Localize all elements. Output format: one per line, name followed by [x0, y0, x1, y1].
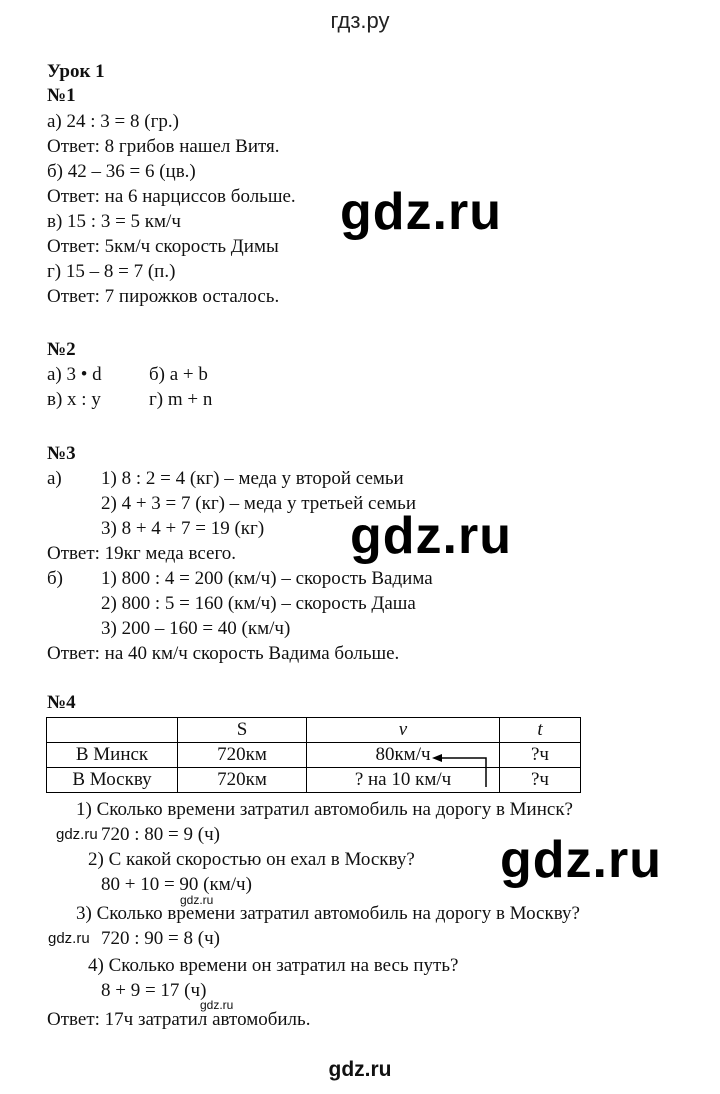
task4-solution: 8 + 9 = 17 (ч) — [101, 980, 207, 1001]
task2-item-b: б) a + b — [149, 364, 208, 385]
footer-watermark: gdz.ru — [328, 1058, 392, 1081]
watermark-large: gdz.ru — [350, 507, 512, 565]
table-cell: ?ч — [500, 743, 581, 768]
task3-part-a-label: а) — [47, 468, 62, 489]
task1-line: в) 15 : 3 = 5 км/ч — [47, 211, 181, 232]
task3-step: 1) 8 : 2 = 4 (кг) – меда у второй семьи — [101, 468, 404, 489]
task3-step: 2) 800 : 5 = 160 (км/ч) – скорость Даша — [101, 593, 416, 614]
table-header-cell: t — [500, 718, 581, 743]
table-cell: 80км/ч — [307, 743, 500, 768]
task4-title: №4 — [47, 692, 76, 713]
task4-question: 2) С какой скоростью он ехал в Москву? — [88, 849, 415, 870]
site-header: гдз.ру — [330, 8, 390, 33]
task3-answer-a: Ответ: 19кг меда всего. — [47, 543, 237, 564]
table-cell: ?ч — [500, 768, 581, 793]
task1-line: Ответ: 7 пирожков осталось. — [47, 286, 280, 307]
task2-item-a: а) 3 • d — [47, 364, 102, 385]
task1-title: №1 — [47, 85, 76, 106]
task4-question: 4) Сколько времени он затратил на весь путь? — [88, 955, 459, 976]
table-cell: В Москву — [47, 768, 178, 793]
table-header-cell: S — [178, 718, 307, 743]
task2-item-g: г) m + n — [149, 389, 213, 410]
task1-line: а) 24 : 3 = 8 (гр.) — [47, 111, 179, 132]
task1-line: б) 42 – 36 = 6 (цв.) — [47, 161, 196, 182]
table-cell: В Минск — [47, 743, 178, 768]
task4-solution: 80 + 10 = 90 (км/ч) — [101, 874, 252, 895]
task3-part-b-label: б) — [47, 568, 63, 589]
task3-title: №3 — [47, 443, 76, 464]
task1-line: Ответ: на 6 нарциссов больше. — [47, 186, 296, 207]
task3-step: 3) 200 – 160 = 40 (км/ч) — [101, 618, 291, 639]
table-cell: 720км — [178, 743, 307, 768]
table-row — [47, 743, 581, 768]
watermark-tiny: gdz.ru — [200, 998, 234, 1012]
task4-solution: 720 : 90 = 8 (ч) — [101, 928, 220, 949]
task4-question: 3) Сколько времени затратил автомобиль на дорогу в Москву? — [76, 903, 580, 924]
table-cell: ? на 10 км/ч — [307, 768, 500, 793]
task4-question: 1) Сколько времени затратил автомобиль на дорогу в Минск? — [76, 799, 573, 820]
watermark-large: gdz.ru — [500, 831, 662, 889]
watermark-small: gdz.ru — [48, 930, 90, 947]
task4-table — [46, 717, 581, 793]
task2-item-v: в) x : y — [47, 389, 101, 410]
task3-step: 3) 8 + 4 + 7 = 19 (кг) — [101, 518, 265, 539]
table-row — [47, 768, 581, 793]
lesson-title: Урок 1 — [47, 61, 105, 82]
task3-step: 2) 4 + 3 = 7 (кг) – меда у третьей семьи — [101, 493, 416, 514]
table-header-row — [47, 718, 581, 743]
task1-line: Ответ: 8 грибов нашел Витя. — [47, 136, 280, 157]
task1-line: Ответ: 5км/ч скорость Димы — [47, 236, 279, 257]
task4-answer: Ответ: 17ч затратил автомобиль. — [47, 1009, 311, 1030]
task1-line: г) 15 – 8 = 7 (п.) — [47, 261, 176, 282]
watermark-small: gdz.ru — [56, 826, 98, 843]
task4-solution: 720 : 80 = 9 (ч) — [101, 824, 220, 845]
table-cell: 720км — [178, 768, 307, 793]
task2-title: №2 — [47, 339, 76, 360]
task3-answer-b: Ответ: на 40 км/ч скорость Вадима больше. — [47, 643, 400, 664]
table-header-cell: v — [307, 718, 500, 743]
table-header-cell — [47, 718, 178, 743]
task3-step: 1) 800 : 4 = 200 (км/ч) – скорость Вадима — [101, 568, 433, 589]
arrow-icon — [430, 747, 490, 789]
watermark-tiny: gdz.ru — [180, 893, 214, 907]
watermark-large: gdz.ru — [340, 183, 502, 241]
